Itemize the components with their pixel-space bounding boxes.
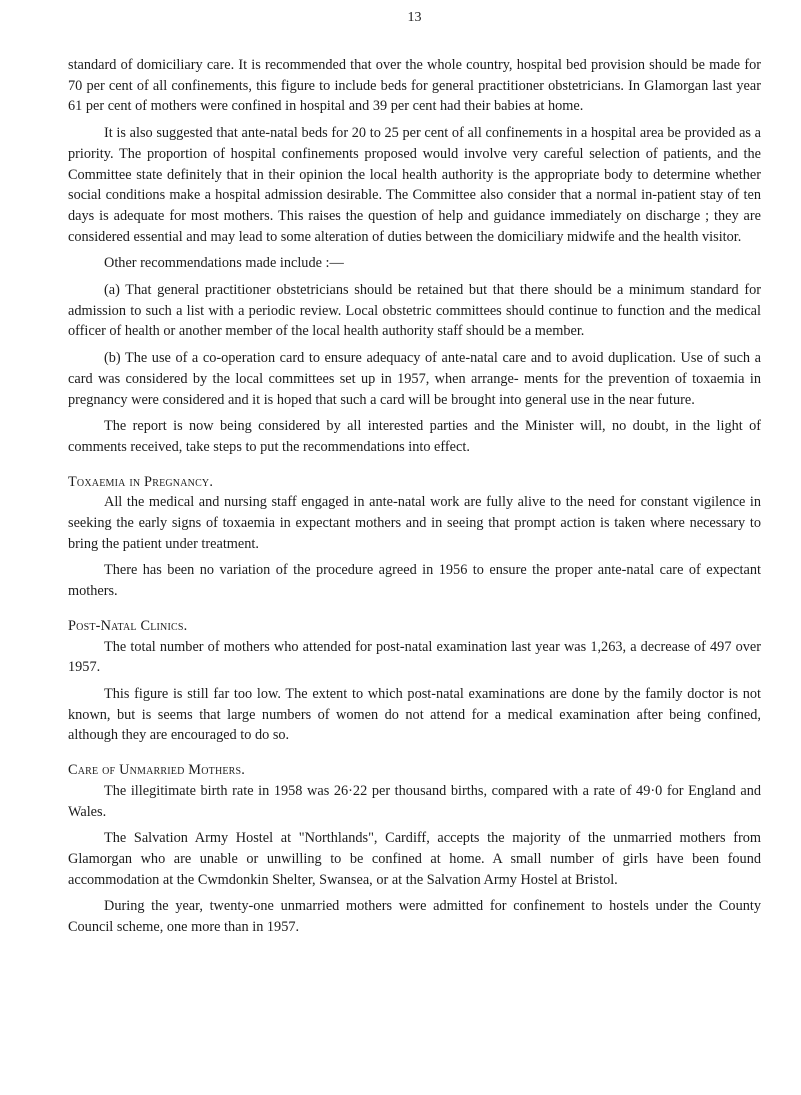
- section-heading-toxaemia: Toxaemia in Pregnancy.: [68, 473, 214, 490]
- toxaemia-paragraph: All the medical and nursing staff engaged in ante-natal work are fully alive to the need for constant vigilence in seeking the early signs of toxaemia in expectant mothers and in seeing that prompt action is taken where necessary to bring the patient under treatment.: [68, 494, 761, 552]
- unmarried-mothers-paragraph: The illegitimate birth rate in 1958 was 26·22 per thousand births, compared with a rate of 49·0 for England and Wales.: [68, 782, 761, 820]
- paragraph-other-recommendations: Other recommendations made include :—: [104, 255, 344, 272]
- paragraph-report-status: The report is now being considered by all interested parties and the Minister will, no doubt, in the light of comments received, take steps to put the recommendations into effect.: [68, 418, 761, 455]
- toxaemia-paragraph: There has been no variation of the procedure agreed in 1956 to ensure the proper ante-natal care of expectant mothers.: [68, 562, 761, 600]
- section-heading-post-natal-clinics: Post-Natal Clinics.: [68, 617, 188, 634]
- unmarried-mothers-paragraph: During the year, twenty-one unmarried mothers were admitted for confinement to hostels under the County Council scheme, one more than in 1957.: [68, 898, 761, 936]
- paragraph-ante-natal-beds: It is also suggested that ante-natal beds for 20 to 25 per cent of all confinements in a hospital area be provided as a priority. The proportion of hospital confinements proposed would involve very careful selection of patients, and the Committee state definitely that in their opinion the local health authority is the appropriate body to determine whether social conditions make a hospital admission desirable. The Committee also consider that a normal in-patient stay of ten days is adequate for most mothers. This raises the question of help and guidance immediately on discharge ; they are considered essential and may lead to some alteration of duties between the domiciliary midwife and the health visitor.: [68, 125, 761, 245]
- section-heading-unmarried-mothers: Care of Unmarried Mothers.: [68, 762, 246, 779]
- recommendation-b: (b) The use of a co-operation card to ensure adequacy of ante-natal care and to avoid duplication. Use of such a card was considered by the local committees set up in 1957, when arrange- ments for the prevention of toxaemia in pregnancy were considered and it is hoped that such a card will be brought into general use in the near future.: [68, 350, 761, 408]
- recommendation-a: (a) That general practitioner obstetricians should be retained but that there should be a minimum standard for admission to such a list with a periodic review. Local obstetric committees should continue to function and the medical officer of health or another member of the local health authority staff should be a member.: [68, 282, 761, 340]
- page-number: 13: [407, 10, 422, 25]
- post-natal-paragraph: The total number of mothers who attended for post-natal examination last year was 1,263, a decrease of 497 over 1957.: [68, 638, 761, 676]
- post-natal-paragraph: This figure is still far too low. The extent to which post-natal examinations are done by the family doctor is not known, but is seems that large numbers of women do not attend for a medical examination after being confined, although they are encouraged to do so.: [68, 685, 761, 744]
- unmarried-mothers-paragraph: The Salvation Army Hostel at "Northlands", Cardiff, accepts the majority of the unmarried mothers from Glamorgan who are unable or unwilling to be confined at home. A small number of girls have been found accommodation at the Cwmdonkin Shelter, Swansea, or at the Salvation Army Hostel at Bristol.: [68, 830, 761, 888]
- paragraph-continuation: standard of domiciliary care. It is recommended that over the whole country, hospital bed provision should be made for 70 per cent of all confinements, this figure to include beds for general practitioner obstetricians. In Glamorgan last year 61 per cent of mothers were confined in hospital and 39 per cent had their babies at home.: [68, 57, 761, 115]
